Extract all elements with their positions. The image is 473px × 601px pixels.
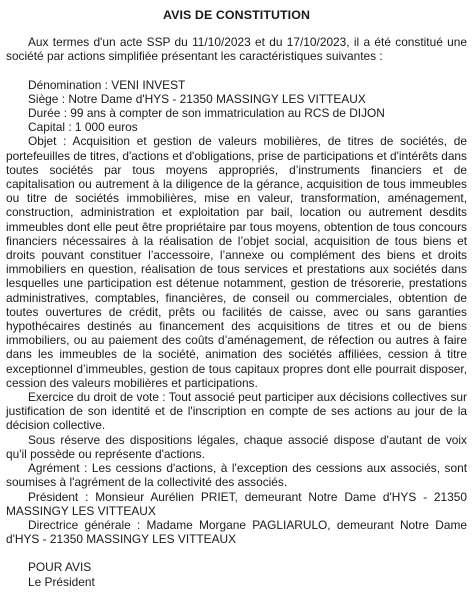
vote-paragraph: Exercice du droit de vote : Tout associé peut participer aux décisions collectives sur justification de son identité et de l'inscription en compte de ses actions au jour de la décision collective.: [6, 390, 467, 433]
dispositions-paragraph: Sous réserve des dispositions légales, chaque associé dispose d'autant de voix qu'il possède ou représente d'actions.: [6, 432, 467, 461]
signataire: Le Président: [28, 574, 95, 589]
president-paragraph: Président : Monsieur Aurélien PRIET, demeurant Notre Dame d'HYS - 21350 MASSINGY LES VITTEAUX: [6, 489, 467, 518]
duree-line: Durée : 99 ans à compter de son immatriculation au RCS de DIJON: [28, 106, 385, 121]
intro-paragraph: Aux termes d'un acte SSP du 11/10/2023 et du 17/10/2023, il a été constitué une société par actions simplifiée présentant les caractéristiques suivantes :: [6, 35, 467, 64]
capital-line: Capital : 1 000 euros: [28, 120, 138, 135]
siege-line: Siège : Notre Dame d'HYS - 21350 MASSINGY LES VITTEAUX: [28, 91, 366, 106]
spacer: [6, 546, 467, 560]
directrice-paragraph: Directrice générale : Madame Morgane PAGLIARULO, demeurant Notre Dame d'HYS - 21350 MASSINGY LES VITTEAUX: [6, 517, 467, 547]
objet-paragraph: Objet : Acquisition et gestion de valeurs mobilières, de titres de sociétés, de portefeuilles de titres, d'actions et d'obligations, prise de participations et d'intérêts dans toutes sociétés par tous moyens appropriés, d’instruments financiers et de capitalisation ou autrement à la diligence de la gérance, acquisition de tous immeubles ou titre de sociétés immobilières, mise en valeur, transformation, aménagement, construction, administration et exploitation par bail, location ou autrement desdits immeubles dont elle peut être propriétaire par tous moyens, obtention de tous concours financiers nécessaires à la réalisation de l’objet social, acquisition de tous biens et droits pouvant constituer l’accessoire, l’annexe ou complément des biens et droits immobiliers en question, réalisation de tous services et prestations aux sociétés dans lesquelles une participation est détenue notamment, gestion de trésorerie, prestations administratives, comptables, financières, de conseil ou commerciales, obtention de toutes ouvertures de crédit, prêts ou facilités de caisse, avec ou sans garanties hypothécaires destinés au financement des acquisitions de titres et ou de biens immobiliers, ou au paiement des coûts d’aménagement, de réfection ou autres à faire dans les immeubles de la société, animation des sociétés affiliées, cession à titre exceptionnel d’immeubles, gestion de tous capitaux propres dont elle pourrait disposer, cession des valeurs mobilières et participations.: [6, 134, 467, 390]
notice-title: AVIS DE CONSTITUTION: [162, 8, 311, 22]
denomination-line: Dénomination : VENI INVEST: [28, 77, 186, 92]
pour-avis: POUR AVIS: [28, 560, 92, 575]
spacer: [6, 64, 467, 78]
agrement-paragraph: Agrément : Les cessions d'actions, à l'exception des cessions aux associés, sont soumises à l'agrément de la collectivité des associés.: [6, 461, 467, 490]
